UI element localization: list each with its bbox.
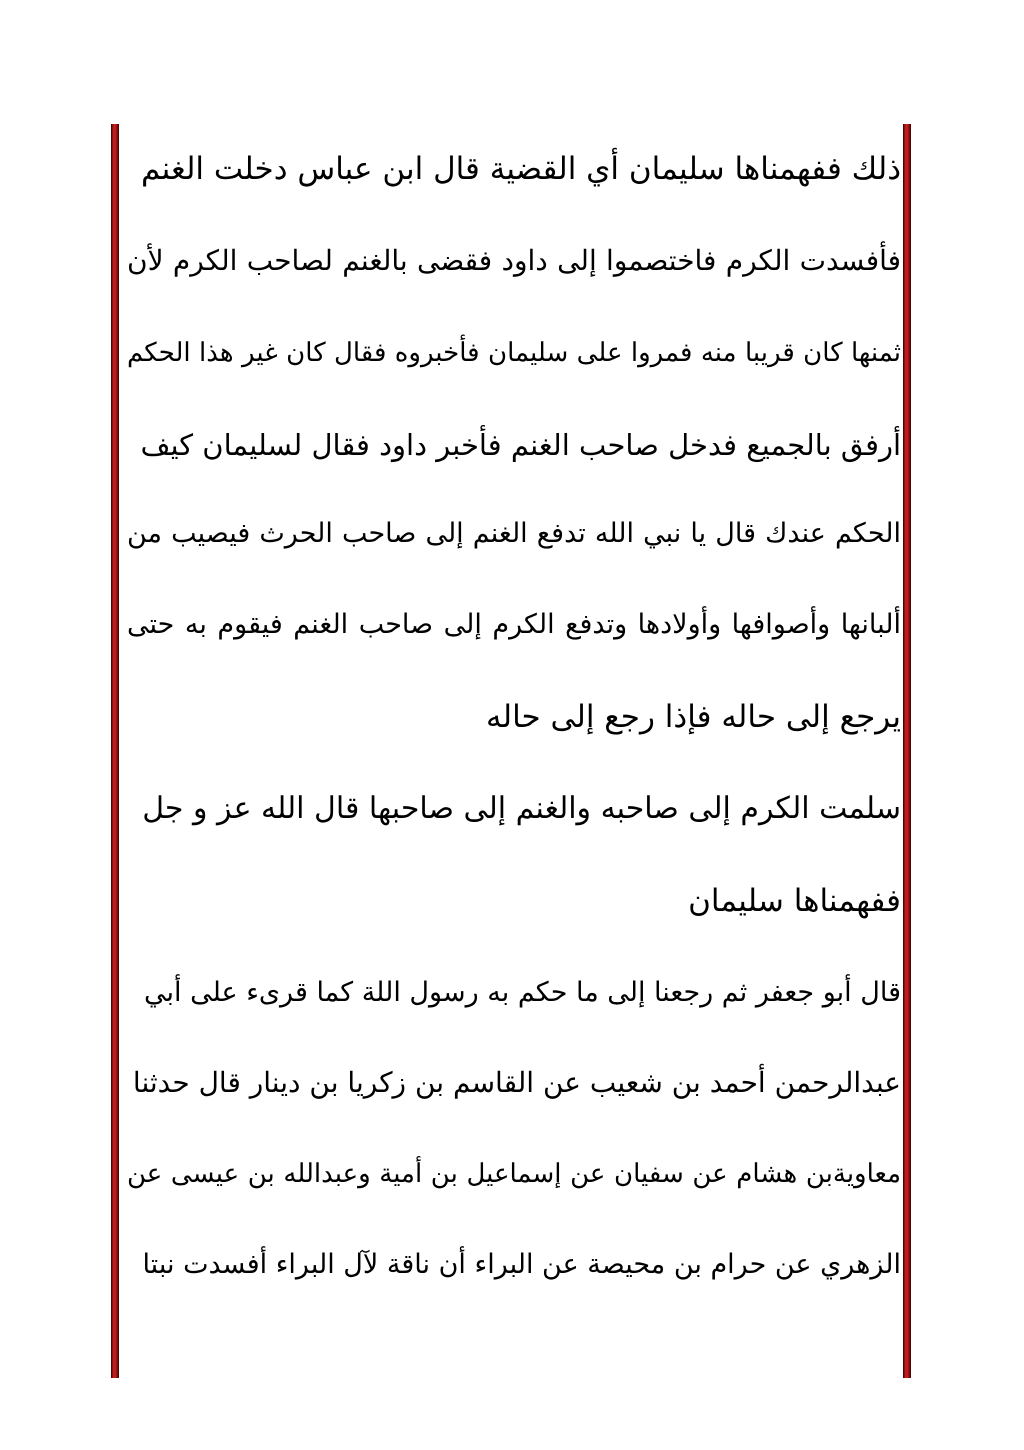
text-body bbox=[119, 124, 903, 1378]
text-line-11: عبدالرحمن أحمد بن شعيب عن القاسم بن زكريا بن دينار قال حدثنا bbox=[132, 1066, 901, 1099]
text-line-1: ذلك ففهمناها سليمان أي القضية قال ابن عباس دخلت الغنم bbox=[141, 151, 901, 187]
left-page-border bbox=[111, 124, 119, 1378]
text-line-3: ثمنها كان قريبا منه فمروا على سليمان فأخبروه فقال كان غير هذا الحكم bbox=[127, 338, 901, 368]
text-line-7: يرجع إلى حاله فإذا رجع إلى حاله bbox=[486, 699, 901, 735]
text-line-13: الزهري عن حرام بن محيصة عن البراء أن ناقة لآل البراء أفسدت نبتا bbox=[142, 1249, 901, 1280]
text-line-4: أرفق بالجميع فدخل صاحب الغنم فأخبر داود فقال لسليمان كيف bbox=[140, 428, 901, 462]
text-line-8: سلمت الكرم إلى صاحبه والغنم إلى صاحبها قال الله عز و جل bbox=[142, 791, 901, 826]
text-line-12: معاويةبن هشام عن سفيان عن إسماعيل بن أمية وعبدالله بن عيسى عن bbox=[127, 1159, 901, 1189]
text-line-6: ألبانها وأصوافها وأولادها وتدفع الكرم إلى صاحب الغنم فيقوم به حتى bbox=[127, 609, 901, 640]
text-line-5: الحكم عندك قال يا نبي الله تدفع الغنم إلى صاحب الحرث فيصيب من bbox=[127, 518, 901, 549]
text-line-10: قال أبو جعفر ثم رجعنا إلى ما حكم به رسول اللة كما قرىء على أبي bbox=[143, 977, 901, 1008]
right-page-border bbox=[903, 124, 911, 1378]
text-line-9: ففهمناها سليمان bbox=[688, 883, 901, 919]
text-line-2: فأفسدت الكرم فاختصموا إلى داود فقضى بالغنم لصاحب الكرم لأن bbox=[127, 244, 901, 277]
